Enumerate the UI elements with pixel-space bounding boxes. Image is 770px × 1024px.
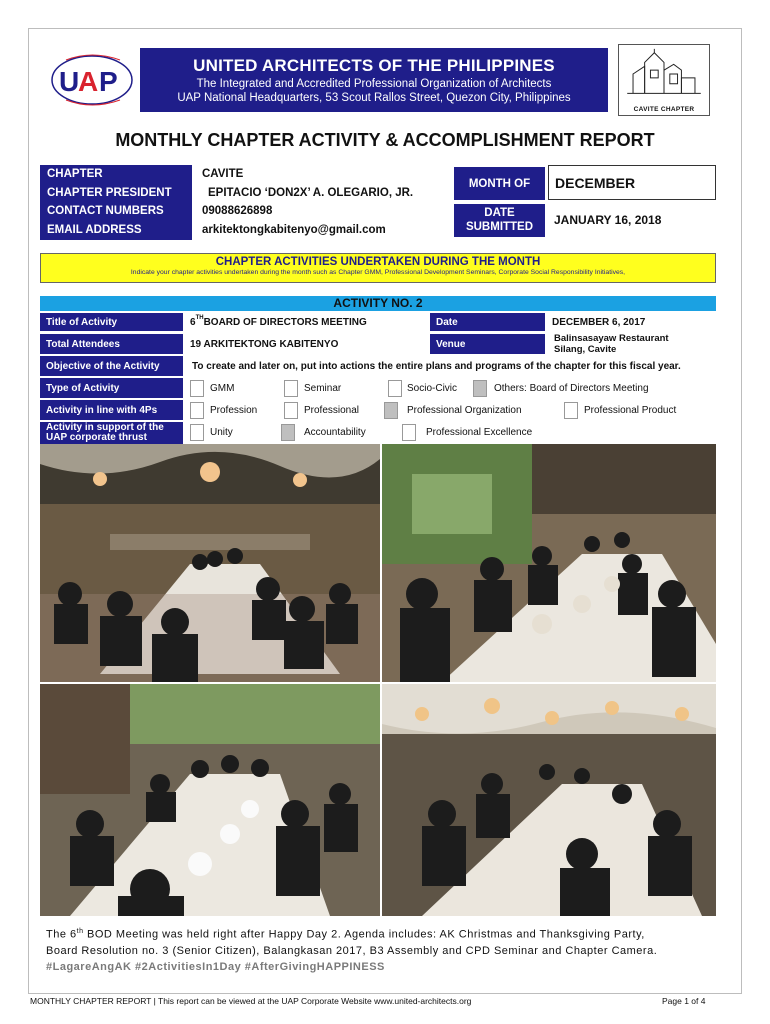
caption-start: The 6 [46,928,77,941]
org-subtitle: The Integrated and Accredited Professional Organization of Architects [196,78,552,90]
label-chapter: CHAPTER [47,168,103,180]
thrust-label-line1: Activity in support of the [46,422,164,433]
total-attendees-label: Total Attendees [40,334,183,354]
caption-sup: th [76,928,84,935]
professional-organization-option: Professional Organization [407,404,522,416]
venue-label: Venue [430,334,545,354]
thrust-label-line2: UAP corporate thrust [46,432,147,443]
value-chapter: CAVITE [202,168,244,180]
chapter-info-labels [40,165,192,240]
profession-option: Profession [210,404,258,416]
professional-excellence-option: Professional Excellence [426,426,533,438]
date-label: Date [430,313,545,331]
caption-line2: Board Resolution no. 3 (Senior Citizen), Balangkasan 2017, B3 Assembly and CPD Seminar and Chapter Camera. [46,944,658,957]
page-number: Page 1 of 4 [662,996,706,1006]
gmm-option: GMM [210,382,235,394]
title-prefix: 6 [190,316,196,328]
professional-checkbox[interactable] [284,402,298,419]
objective-value: To create and later on, put into actions the entire plans and programs of the chapter for this fiscal year. [192,360,681,372]
title-rest: BOARD OF DIRECTORS MEETING [203,316,367,328]
venue-line1: Balinsasayaw Restaurant [554,333,669,344]
meeting-photo-4 [382,684,716,916]
accountability-option: Accountability [304,426,366,438]
activities-band-title: CHAPTER ACTIVITIES UNDERTAKEN DURING THE MONTH [215,256,541,268]
cavite-chapter-logo [618,44,710,116]
meeting-photo-1 [40,444,380,682]
professional-excellence-checkbox[interactable] [402,424,416,441]
month-label: MONTH OF [454,167,545,200]
value-contact: 09088626898 [202,205,273,218]
report-title: MONTHLY CHAPTER ACTIVITY & ACCOMPLISHMENT REPORT [115,130,655,150]
title-of-activity-label: Title of Activity [40,313,183,331]
meeting-photo-3 [40,684,380,916]
svg-text:U: U [59,66,80,97]
value-president: EPITACIO ‘DON2X’ A. OLEGARIO, JR. [208,186,414,199]
accountability-checkbox[interactable] [281,424,295,441]
caption-hashtags: #LagareAngAK #2ActivitiesIn1Day #AfterGivingHAPPINESS [46,960,385,973]
venue-line2: Silang, Cavite [554,344,617,355]
date-label-line1: DATE [484,207,515,219]
activity-date-value: DECEMBER 6, 2017 [552,316,646,328]
chapter-info-values [196,165,448,240]
professional-option: Professional [304,404,360,416]
date-submitted-value: JANUARY 16, 2018 [554,213,662,227]
uap-thrust-label [40,422,183,444]
org-title: UNITED ARCHITECTS OF THE PHILIPPINES [193,56,555,75]
others-checkbox[interactable] [473,380,487,397]
uap-logo [46,48,138,110]
svg-text:A: A [78,66,99,97]
footer-text: MONTHLY CHAPTER REPORT | This report can be viewed at the UAP Corporate Website www.united-architects.org [30,996,472,1006]
title-of-activity-value [190,313,428,331]
gmm-checkbox[interactable] [190,380,204,397]
professional-product-option: Professional Product [584,404,677,416]
others-option: Others: Board of Directors Meeting [494,382,649,394]
socio-civic-option: Socio-Civic [407,382,458,394]
objective-label: Objective of the Activity [40,356,183,376]
profession-checkbox[interactable] [190,402,204,419]
meeting-photo-2 [382,444,716,682]
caption-line1-rest: BOD Meeting was held right after Happy Day 2. Agenda includes: AK Christmas and Thanksgiving Party, [83,928,645,941]
org-address: UAP National Headquarters, 53 Scout Rallos Street, Quezon City, Philippines [177,92,571,104]
professional-product-checkbox[interactable] [564,402,578,419]
seminar-checkbox[interactable] [284,380,298,397]
date-submitted-label [454,204,545,237]
caption-line1 [46,924,716,943]
label-chapter-president: CHAPTER PRESIDENT [47,186,172,199]
photo-caption [46,924,716,975]
unity-option: Unity [210,426,233,438]
label-email-address: EMAIL ADDRESS [47,224,142,237]
activities-band-subtitle: Indicate your chapter activities undertaken during the month such as Chapter GMM, Professional Development Seminars, Corporate Social Responsibility Initiatives, [130,269,626,276]
professional-organization-checkbox[interactable] [384,402,398,419]
date-label-line2: SUBMITTED [465,221,534,233]
value-email: arkitektongkabitenyo@gmail.com [202,224,386,237]
unity-checkbox[interactable] [190,424,204,441]
venue-value [554,331,718,357]
socio-civic-checkbox[interactable] [388,380,402,397]
activities-band [40,253,716,283]
svg-text:P: P [99,66,118,97]
activity-heading: ACTIVITY NO. 2 [40,296,716,311]
month-value: DECEMBER [548,165,716,200]
chapter-logo-label: CAVITE CHAPTER [633,106,695,113]
header-band [140,48,608,112]
type-of-activity-label: Type of Activity [40,378,183,398]
activity-4ps-label: Activity in line with 4Ps [40,400,183,420]
seminar-option: Seminar [304,382,342,394]
total-attendees-value: 19 ARKITEKTONG KABITENYO [190,338,339,350]
label-contact-numbers: CONTACT NUMBERS [47,205,164,218]
title-sup: TH [195,315,204,321]
